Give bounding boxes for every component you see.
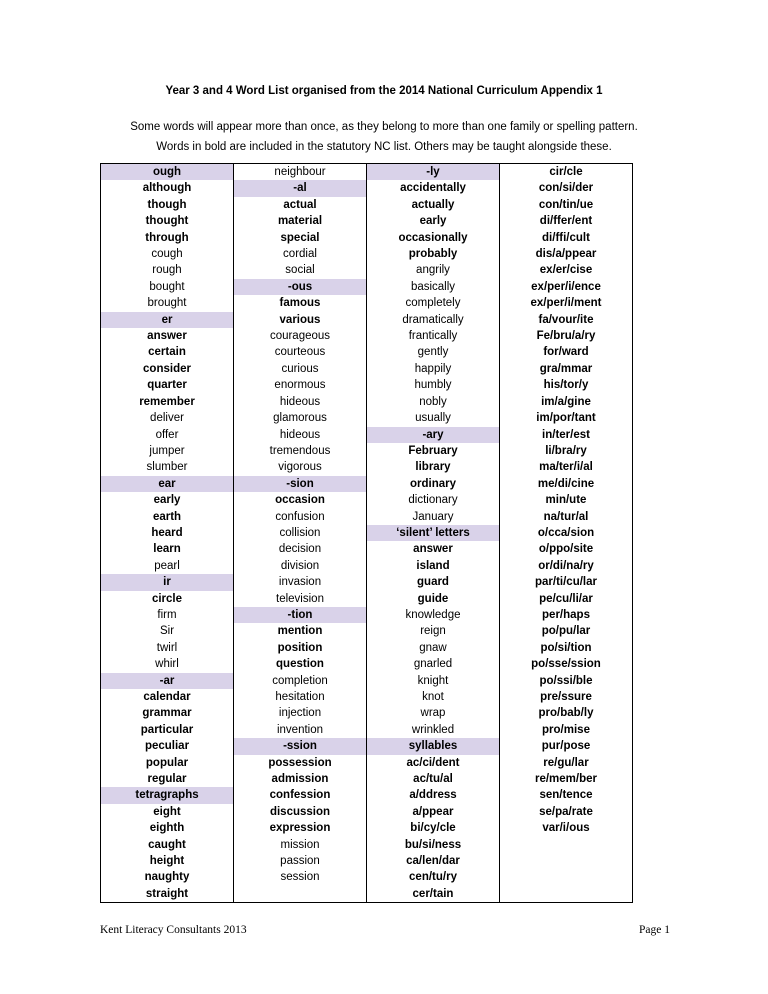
category-heading: ‘silent’ letters bbox=[367, 525, 499, 541]
category-heading: -ar bbox=[101, 673, 233, 689]
word-cell: injection bbox=[278, 707, 322, 720]
word-cell: eighth bbox=[149, 822, 185, 835]
category-heading: -ly bbox=[367, 164, 499, 180]
word-cell: sen/tence bbox=[539, 789, 593, 802]
word-cell: wrap bbox=[420, 707, 446, 720]
word-cell: famous bbox=[279, 297, 321, 310]
word-cell: probably bbox=[408, 248, 458, 261]
word-cell: social bbox=[285, 264, 315, 277]
word-cell: accidentally bbox=[400, 182, 466, 195]
word-cell: ca/len/dar bbox=[406, 855, 460, 868]
word-cell: jumper bbox=[149, 444, 185, 457]
word-cell: television bbox=[276, 592, 324, 605]
word-cell: for/ward bbox=[543, 346, 589, 359]
word-cell: brought bbox=[147, 297, 187, 310]
category-heading: tetragraphs bbox=[101, 787, 233, 803]
word-cell: possession bbox=[268, 756, 332, 769]
word-cell: ma/ter/i/al bbox=[539, 461, 593, 474]
word-column-3 bbox=[367, 164, 500, 903]
word-cell: par/ti/cu/lar bbox=[535, 576, 597, 589]
word-cell: position bbox=[277, 641, 323, 654]
word-cell: dictionary bbox=[408, 494, 458, 507]
word-cell: pro/mise bbox=[542, 723, 590, 736]
intro-line-2: Words in bold are included in the statutory NC list. Others may be taught alongside these. bbox=[156, 141, 612, 153]
word-cell: im/a/gine bbox=[541, 395, 591, 408]
word-cell: invention bbox=[276, 723, 324, 736]
word-cell: confusion bbox=[275, 510, 325, 523]
word-cell: gnaw bbox=[419, 641, 447, 654]
word-cell: remember bbox=[139, 395, 195, 408]
word-cell: basically bbox=[410, 280, 456, 293]
category-heading: ir bbox=[101, 574, 233, 590]
word-cell: dramatically bbox=[402, 313, 464, 326]
word-cell: wrinkled bbox=[411, 723, 455, 736]
word-cell: eight bbox=[153, 805, 181, 818]
word-cell: se/pa/rate bbox=[539, 805, 593, 818]
word-cell: in/ter/est bbox=[542, 428, 590, 441]
word-cell: heard bbox=[151, 526, 183, 539]
word-cell: a/ppear bbox=[412, 805, 454, 818]
word-cell: usually bbox=[415, 412, 451, 425]
word-cell bbox=[234, 886, 366, 902]
word-cell: February bbox=[408, 444, 458, 457]
word-cell: consider bbox=[143, 362, 191, 375]
word-cell: Fe/bru/a/ry bbox=[536, 330, 596, 343]
word-cell: firm bbox=[157, 608, 177, 621]
word-cell: re/gu/lar bbox=[543, 756, 589, 769]
category-heading: ough bbox=[101, 164, 233, 180]
word-cell: con/tin/ue bbox=[538, 198, 594, 211]
word-cell: di/ffi/cult bbox=[542, 231, 590, 244]
category-heading: -al bbox=[234, 180, 366, 196]
word-cell: courageous bbox=[269, 330, 331, 343]
word-cell: cer/tain bbox=[412, 887, 454, 900]
word-cell: o/cca/sion bbox=[537, 526, 595, 539]
word-cell: gra/mmar bbox=[539, 362, 593, 375]
word-cell: pur/pose bbox=[541, 740, 591, 753]
word-cell: island bbox=[416, 559, 450, 572]
word-cell: actual bbox=[283, 198, 317, 211]
word-cell: particular bbox=[140, 723, 194, 736]
word-cell: ex/per/i/ence bbox=[531, 280, 601, 293]
word-cell: guide bbox=[417, 592, 449, 605]
word-cell: answer bbox=[413, 543, 453, 556]
word-cell: guard bbox=[417, 576, 449, 589]
word-cell: mission bbox=[280, 838, 320, 851]
word-cell: per/haps bbox=[542, 608, 590, 621]
word-cell: enormous bbox=[274, 379, 326, 392]
word-cell: discussion bbox=[269, 805, 331, 818]
category-heading: -sion bbox=[234, 476, 366, 492]
word-cell: although bbox=[142, 182, 192, 195]
word-cell: material bbox=[277, 215, 323, 228]
word-cell: answer bbox=[147, 330, 187, 343]
word-list-table bbox=[100, 163, 633, 903]
word-cell: pe/cu/li/ar bbox=[539, 592, 593, 605]
category-heading: er bbox=[101, 312, 233, 328]
word-cell: Sir bbox=[159, 625, 175, 638]
category-heading: -ous bbox=[234, 279, 366, 295]
word-cell: curious bbox=[281, 362, 319, 375]
word-cell: certain bbox=[148, 346, 186, 359]
category-heading: -tion bbox=[234, 607, 366, 623]
word-cell: po/sse/ssion bbox=[531, 658, 601, 671]
footer-page-number: Page 1 bbox=[639, 924, 670, 936]
word-cell bbox=[500, 886, 632, 902]
word-cell: bi/cy/cle bbox=[410, 822, 456, 835]
word-cell: pearl bbox=[154, 559, 180, 572]
word-cell: bu/si/ness bbox=[404, 838, 462, 851]
word-cell: ex/per/i/ment bbox=[530, 297, 602, 310]
word-cell: height bbox=[149, 855, 185, 868]
word-cell: his/tor/y bbox=[543, 379, 589, 392]
word-cell: caught bbox=[148, 838, 186, 851]
word-cell: neighbour bbox=[274, 166, 326, 178]
word-cell: mention bbox=[277, 625, 323, 638]
word-cell: occasion bbox=[275, 494, 325, 507]
word-cell: cir/cle bbox=[549, 166, 583, 178]
word-cell: knot bbox=[422, 691, 444, 703]
word-column-4 bbox=[500, 164, 633, 903]
word-cell: popular bbox=[145, 756, 189, 769]
word-cell: thought bbox=[145, 215, 189, 228]
word-cell: early bbox=[419, 215, 447, 228]
word-cell: division bbox=[280, 559, 320, 572]
word-cell: session bbox=[280, 871, 320, 884]
word-cell bbox=[500, 869, 632, 885]
word-cell: hesitation bbox=[275, 691, 325, 703]
word-cell: peculiar bbox=[144, 740, 190, 753]
word-cell: angrily bbox=[416, 264, 450, 277]
category-heading: -ssion bbox=[234, 738, 366, 754]
word-cell: though bbox=[147, 198, 187, 211]
word-cell: library bbox=[415, 461, 451, 474]
word-cell: po/si/tion bbox=[540, 641, 592, 654]
word-cell: pro/bab/ly bbox=[538, 707, 594, 720]
word-column-1 bbox=[101, 164, 234, 903]
word-cell: con/si/der bbox=[538, 182, 594, 195]
word-cell bbox=[500, 837, 632, 853]
word-cell: confession bbox=[269, 789, 331, 802]
document-title: Year 3 and 4 Word List organised from the 2014 National Curriculum Appendix 1 bbox=[165, 85, 603, 97]
word-cell: completely bbox=[405, 297, 461, 310]
word-cell: gnarled bbox=[413, 658, 453, 671]
word-cell: quarter bbox=[147, 379, 187, 392]
word-cell: o/ppo/site bbox=[538, 543, 594, 556]
word-cell: various bbox=[279, 313, 321, 326]
word-cell: early bbox=[153, 494, 181, 507]
category-heading: syllables bbox=[367, 738, 499, 754]
intro-text bbox=[60, 117, 708, 157]
word-cell: fa/vour/ite bbox=[538, 313, 594, 326]
word-cell: min/ute bbox=[545, 494, 587, 507]
word-cell: po/ssi/ble bbox=[539, 674, 593, 687]
word-cell: learn bbox=[153, 543, 181, 556]
word-cell: nobly bbox=[419, 395, 447, 408]
word-cell: hideous bbox=[279, 428, 321, 441]
word-cell: question bbox=[276, 658, 324, 671]
word-cell: completion bbox=[272, 674, 328, 687]
word-cell: cough bbox=[151, 248, 183, 261]
word-cell: courteous bbox=[274, 346, 326, 359]
word-cell: straight bbox=[145, 887, 189, 900]
word-cell: slumber bbox=[146, 461, 188, 474]
category-heading: ear bbox=[101, 476, 233, 492]
word-cell: me/di/cine bbox=[537, 477, 595, 490]
word-cell: di/ffer/ent bbox=[539, 215, 593, 228]
word-cell: re/mem/ber bbox=[534, 773, 597, 786]
word-cell: January bbox=[412, 510, 454, 523]
word-cell: rough bbox=[152, 264, 182, 277]
word-cell: ac/ci/dent bbox=[406, 756, 460, 769]
word-cell bbox=[500, 853, 632, 869]
word-cell: var/i/ous bbox=[542, 822, 590, 835]
word-cell: admission bbox=[271, 773, 329, 786]
word-cell: ac/tu/al bbox=[413, 773, 453, 786]
word-cell: li/bra/ry bbox=[545, 444, 587, 457]
word-cell: through bbox=[145, 231, 189, 244]
word-cell: expression bbox=[269, 822, 331, 835]
word-cell: occasionally bbox=[398, 231, 468, 244]
word-cell: po/pu/lar bbox=[541, 625, 591, 638]
word-cell: decision bbox=[278, 543, 322, 556]
intro-line-1: Some words will appear more than once, as they belong to more than one family or spelling pattern. bbox=[130, 121, 638, 133]
word-cell: ordinary bbox=[409, 477, 456, 490]
footer-organisation: Kent Literacy Consultants 2013 bbox=[100, 924, 247, 936]
word-cell: collision bbox=[279, 526, 321, 539]
word-cell: special bbox=[280, 231, 320, 244]
word-cell: reign bbox=[420, 625, 446, 638]
word-cell: earth bbox=[152, 510, 182, 523]
word-cell: offer bbox=[155, 428, 179, 441]
word-cell: cen/tu/ry bbox=[409, 871, 457, 884]
word-cell: vigorous bbox=[278, 461, 322, 474]
word-cell: pre/ssure bbox=[540, 691, 592, 703]
word-cell: dis/a/ppear bbox=[535, 248, 597, 261]
word-cell: humbly bbox=[414, 379, 452, 392]
word-cell: na/tur/al bbox=[543, 510, 589, 523]
word-cell: tremendous bbox=[269, 444, 331, 457]
word-cell: passion bbox=[280, 855, 320, 868]
word-cell: circle bbox=[151, 592, 183, 605]
word-cell: naughty bbox=[144, 871, 190, 884]
word-cell: glamorous bbox=[273, 412, 327, 425]
word-cell: a/ddress bbox=[409, 789, 457, 802]
word-cell: invasion bbox=[278, 576, 322, 589]
word-cell: ex/er/cise bbox=[539, 264, 593, 277]
word-cell: gently bbox=[417, 346, 449, 359]
word-cell: whirl bbox=[155, 658, 179, 671]
word-cell: knowledge bbox=[405, 608, 461, 621]
word-cell: hideous bbox=[279, 395, 321, 408]
word-cell: or/di/na/ry bbox=[538, 559, 594, 572]
word-cell: frantically bbox=[408, 330, 458, 343]
word-cell: regular bbox=[147, 773, 187, 786]
word-cell: deliver bbox=[150, 412, 184, 425]
word-cell: bought bbox=[149, 280, 185, 293]
word-cell: im/por/tant bbox=[536, 412, 596, 425]
word-cell: twirl bbox=[156, 641, 178, 654]
word-cell: actually bbox=[411, 198, 455, 211]
word-cell: calendar bbox=[143, 691, 191, 703]
category-heading: -ary bbox=[367, 427, 499, 443]
word-cell: knight bbox=[417, 674, 449, 687]
word-cell: happily bbox=[414, 362, 452, 375]
word-cell: grammar bbox=[142, 707, 192, 720]
word-column-2 bbox=[234, 164, 367, 903]
word-cell: cordial bbox=[283, 248, 317, 261]
